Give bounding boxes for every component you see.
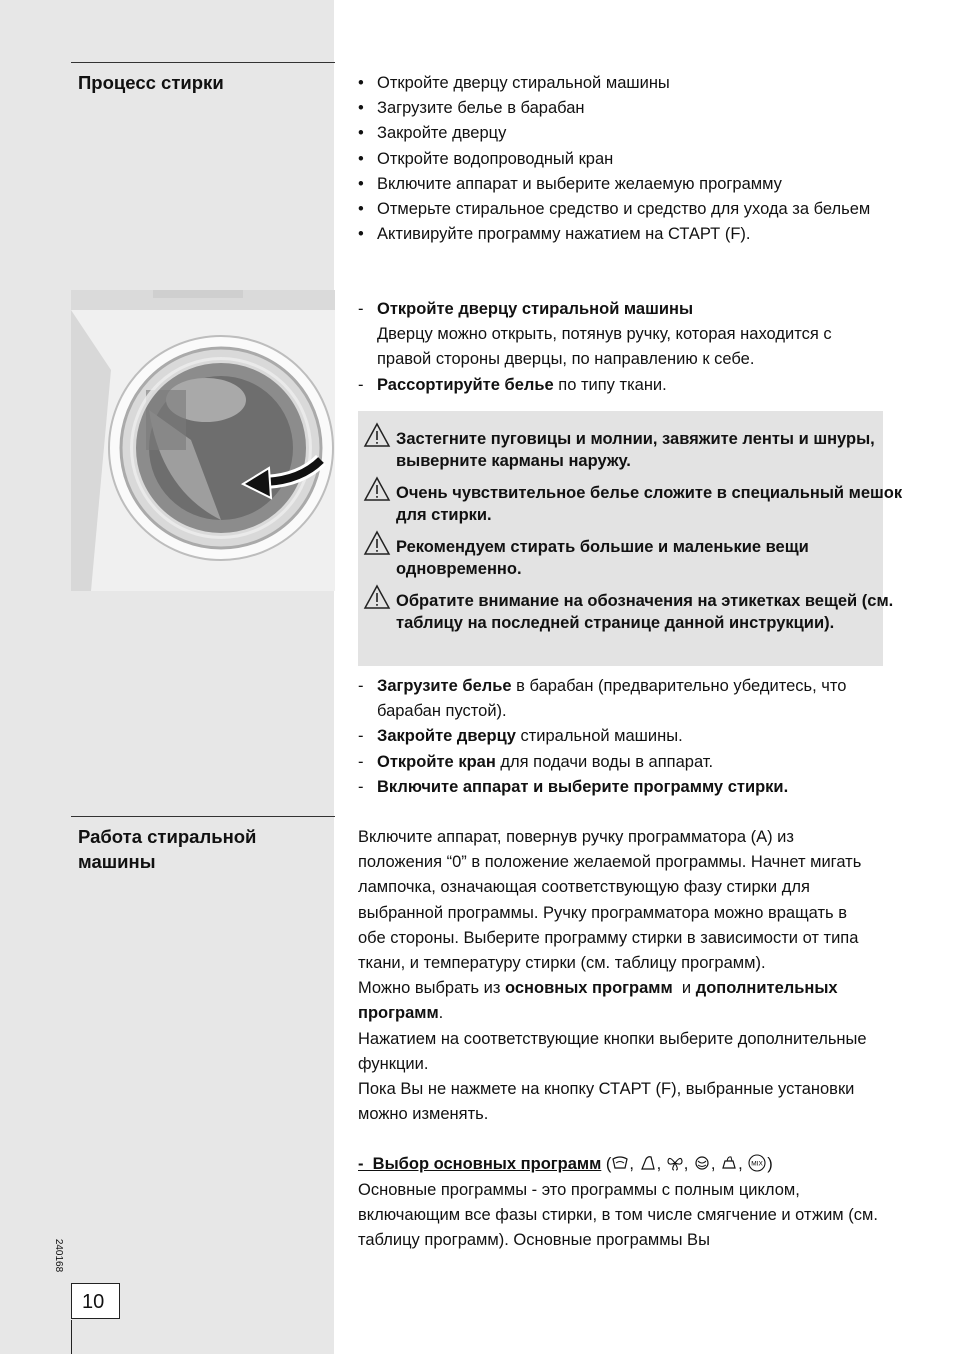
loading-steps <box>358 674 888 800</box>
wool-icon <box>693 1154 711 1172</box>
warning-text: Очень чувствительное белье сложите в специальный мешок для стирки. <box>396 484 903 524</box>
mix-label: MIX <box>751 1160 764 1168</box>
program-types-paragraph <box>358 976 878 1026</box>
cotton-icon <box>611 1154 629 1172</box>
warning-triangle-icon <box>363 530 391 556</box>
prep-bullet-list <box>358 71 888 247</box>
text-run: Можно выбрать из <box>358 979 506 998</box>
main-programs-term: основных программ <box>505 979 673 998</box>
list-item <box>358 373 888 398</box>
delicates-icon <box>666 1154 684 1172</box>
list-item <box>358 297 888 373</box>
left-margin-column <box>0 0 334 1354</box>
list-item <box>358 674 888 724</box>
warning-item <box>363 482 906 526</box>
section-title-washing-process: Процесс стирки <box>78 72 224 93</box>
section-title-machine-operation: Работа стиральной машины <box>78 826 257 872</box>
warning-text: Рекомендуем стирать большие и маленькие вещи одновременно. <box>396 538 809 578</box>
warning-item <box>363 590 906 634</box>
handwash-icon <box>720 1154 738 1172</box>
list-item: • Включите аппарат и выберите желаемую программу <box>358 172 888 197</box>
sort-laundry-heading: Рассортируйте белье <box>377 375 554 394</box>
warning-text: Застегните пуговицы и молнии, завяжите ленты и шнуры, выверните карманы наружу. <box>396 430 875 470</box>
list-item: • Закройте дверцу <box>358 121 888 146</box>
text-run: ) <box>767 1155 773 1174</box>
list-item: • Активируйте программу нажатием на СТАРТ (F). <box>358 222 888 247</box>
document-code: 240168 <box>53 1238 65 1273</box>
section-divider <box>71 62 335 63</box>
subheading-text: - Выбор основных программ <box>358 1155 602 1174</box>
door-instructions <box>358 297 888 398</box>
section-divider <box>71 816 335 817</box>
operation-text <box>358 825 878 1253</box>
warning-triangle-icon <box>363 584 391 610</box>
text-run: и <box>672 979 696 998</box>
sort-laundry-text: по типу ткани. <box>553 375 667 394</box>
warning-triangle-icon <box>363 476 391 502</box>
list-item: • Загрузите белье в барабан <box>358 96 888 121</box>
step-action: Закройте дверцу <box>377 727 516 746</box>
step-detail: для подачи воды в аппарат. <box>495 752 714 771</box>
functions-paragraph: Нажатием на соответствующие кнопки выберите дополнительные функции. <box>358 1029 867 1073</box>
warning-text: Обратите внимание на обозначения на этикетках вещей (см. таблицу на последней странице данной инструкции). <box>396 592 894 632</box>
open-door-heading: Откройте дверцу стиральной машины <box>377 300 694 318</box>
page-number: 10 <box>71 1283 120 1319</box>
warning-triangle-icon <box>363 422 391 448</box>
list-item: • Откройте водопроводный кран <box>358 147 888 172</box>
list-item <box>358 775 888 800</box>
list-item: • Откройте дверцу стиральной машины <box>358 71 888 96</box>
list-item <box>358 724 888 749</box>
main-programs-paragraph: Основные программы - это программы с полным циклом, включающим все фазы стирки, в том числе смягчение и отжим (см. таблицу программ). Основные программы Вы <box>358 1180 878 1250</box>
washing-machine-door-photo <box>71 290 335 591</box>
text-run: ( <box>601 1155 612 1174</box>
start-paragraph: Пока Вы не нажмете на кнопку СТАРТ (F), выбранные установки можно изменять. <box>358 1080 855 1124</box>
warning-item <box>363 428 906 472</box>
list-item: • Отмерьте стиральное средство и средство для ухода за бельем <box>358 197 888 222</box>
page-number-rule <box>71 1320 72 1354</box>
step-detail: в барабан (предварительно убедитесь, что барабан пустой). <box>377 677 847 721</box>
step-action: Загрузите белье <box>377 677 512 695</box>
open-door-text: Дверцу можно открыть, потянув ручку, которая находится с правой стороны дверцы, по направлению к себе. <box>377 325 832 369</box>
step-action: Включите аппарат и выберите программу стирки. <box>377 777 789 796</box>
warning-item <box>363 536 906 580</box>
list-item <box>358 750 888 775</box>
extra-programs-term: дополнительных программ <box>358 979 838 1023</box>
step-action: Откройте кран <box>377 752 496 771</box>
warning-box <box>358 411 903 666</box>
step-detail: стиральной машины. <box>515 727 683 746</box>
synthetics-icon <box>639 1154 657 1172</box>
main-programs-subheading: - Выбор основных программ ( , , , , , MIX ) <box>358 1155 773 1174</box>
mix-icon <box>747 1154 767 1172</box>
text-run: . <box>438 1004 444 1023</box>
operation-paragraph: Включите аппарат, повернув ручку программатора (A) из положения “0” в положение желаемой программы. Начнет мигать лампочка, означающая соответствующую фазу стирки для выбранной программы. Ручку программатора можно вращать в обе стороны. Выберите программу стирки в зависимости от типа ткани, и температуру стирки (см. таблицу программ). <box>358 828 862 973</box>
